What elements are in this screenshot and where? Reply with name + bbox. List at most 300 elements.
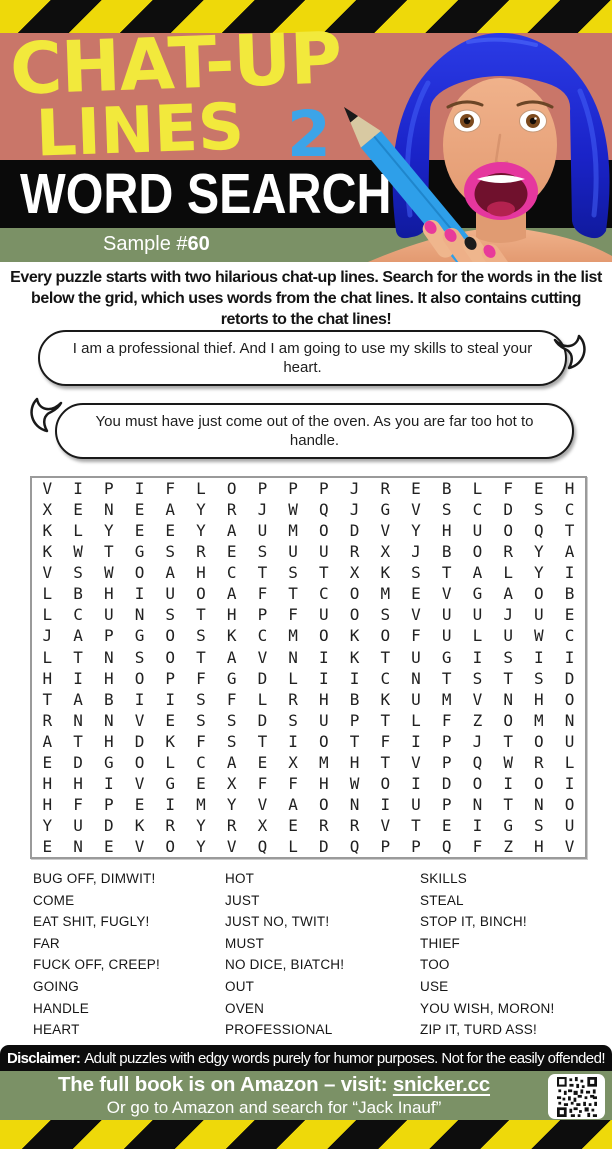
grid-cell: V	[564, 837, 575, 857]
disclaimer-label: Disclaimer:	[7, 1049, 81, 1067]
grid-cell: I	[503, 773, 513, 793]
grid-cell: C	[73, 605, 83, 625]
grid-cell: O	[472, 542, 483, 562]
grid-cell: O	[134, 563, 145, 583]
grid-cell: S	[288, 563, 298, 583]
word-list-item: ZIP IT, TURD ASS!	[420, 1022, 537, 1038]
grid-cell: U	[319, 710, 329, 730]
grid-cell: T	[441, 668, 452, 688]
chat-line-2-text: You must have just come out of the oven. As you are far too hot to handle.	[95, 413, 534, 449]
grid-row	[32, 668, 585, 689]
grid-cell: A	[472, 563, 483, 583]
grid-cell: R	[349, 816, 360, 836]
disclaimer-text: Adult puzzles with edgy words purely for humor purposes. Not for the easily offended!	[84, 1049, 605, 1067]
grid-cell: O	[534, 731, 544, 751]
grid-cell: A	[564, 542, 575, 562]
grid-row	[32, 689, 585, 710]
chat-line-bubble-2	[55, 403, 574, 459]
grid-cell: A	[226, 584, 237, 604]
grid-cell: N	[564, 710, 575, 730]
grid-cell: U	[441, 626, 452, 646]
grid-cell: K	[349, 626, 360, 646]
grid-cell: E	[226, 542, 237, 562]
grid-cell: A	[226, 752, 237, 772]
grid-cell: D	[103, 816, 114, 836]
grid-cell: D	[319, 837, 329, 857]
footer-line2: Or go to Amazon and search for “Jack Inauf”	[106, 1098, 442, 1117]
grid-cell: H	[534, 689, 544, 709]
grid-cell: F	[165, 479, 176, 499]
grid-row	[32, 604, 585, 625]
grid-cell: M	[380, 584, 391, 604]
grid-cell: X	[349, 563, 360, 583]
grid-cell: V	[441, 584, 452, 604]
word-list-item: NO DICE, BIATCH!	[225, 957, 345, 973]
grid-cell: N	[73, 710, 83, 730]
grid-cell: L	[564, 752, 575, 772]
grid-cell: F	[411, 626, 421, 646]
intro-text-before: Every puzzle starts with two hilarious chat-up lines. Search for the words in the list	[10, 269, 602, 286]
grid-cell: K	[42, 542, 53, 562]
grid-row	[32, 647, 585, 668]
word-list-item: EAT SHIT, FUGLY!	[33, 914, 150, 930]
word-list-item: JUST	[225, 892, 260, 908]
grid-cell: A	[42, 731, 53, 751]
grid-cell: P	[103, 626, 114, 646]
grid-cell: N	[411, 668, 421, 688]
grid-cell: Y	[103, 521, 114, 541]
grid-cell: C	[380, 668, 391, 688]
grid-cell: M	[288, 626, 298, 646]
grid-cell: I	[288, 731, 298, 751]
grid-cell: N	[349, 794, 360, 814]
grid-cell: L	[503, 563, 513, 583]
grid-cell: N	[472, 794, 483, 814]
grid-cell: O	[319, 794, 329, 814]
footer-link-snicker[interactable]: snicker.cc	[392, 1073, 491, 1096]
grid-cell: S	[165, 542, 176, 562]
grid-cell: O	[349, 584, 360, 604]
grid-cell: N	[103, 500, 114, 520]
grid-cell: V	[42, 479, 53, 499]
grid-cell: S	[380, 605, 391, 625]
grid-cell: I	[564, 773, 575, 793]
grid-cell: U	[319, 542, 329, 562]
grid-cell: G	[134, 542, 145, 562]
grid-cell: P	[349, 710, 360, 730]
grid-cell: I	[380, 794, 391, 814]
grid-cell: D	[134, 731, 145, 751]
grid-cell: E	[42, 837, 53, 857]
grid-cell: T	[380, 710, 391, 730]
grid-cell: E	[196, 773, 206, 793]
grid-cell: T	[73, 647, 83, 667]
grid-cell: E	[165, 710, 176, 730]
grid-cell: Y	[411, 521, 421, 541]
chat-line-bubble-1	[38, 330, 567, 386]
grid-cell: S	[73, 563, 83, 583]
grid-cell: N	[103, 647, 114, 667]
grid-cell: D	[349, 521, 360, 541]
grid-cell: T	[380, 752, 391, 772]
book-title-line1: CHAT-UP	[8, 16, 343, 111]
grid-cell: I	[103, 773, 114, 793]
grid-row	[32, 836, 585, 857]
grid-cell: D	[503, 500, 513, 520]
grid-cell: S	[134, 647, 145, 667]
grid-cell: B	[103, 689, 114, 709]
grid-cell: Q	[319, 500, 329, 520]
grid-cell: H	[103, 584, 114, 604]
grid-cell: M	[319, 752, 329, 772]
grid-cell: H	[534, 837, 544, 857]
grid-cell: B	[73, 584, 83, 604]
grid-cell: R	[534, 752, 544, 772]
sample-label-text: Sample #	[103, 233, 188, 255]
grid-cell: I	[411, 731, 421, 751]
grid-cell: L	[165, 752, 176, 772]
grid-cell: Q	[349, 837, 360, 857]
grid-cell: O	[134, 668, 145, 688]
grid-cell: E	[288, 816, 298, 836]
grid-cell: T	[196, 605, 206, 625]
grid-cell: J	[503, 605, 513, 625]
grid-cell: Q	[441, 837, 452, 857]
grid-cell: N	[534, 794, 544, 814]
grid-cell: P	[257, 479, 268, 499]
grid-cell: W	[288, 500, 298, 520]
footer-line1-text: The full book is on Amazon – visit:	[57, 1073, 393, 1096]
grid-cell: X	[226, 773, 237, 793]
grid-cell: X	[288, 752, 298, 772]
grid-cell: O	[534, 584, 544, 604]
grid-cell: Z	[472, 710, 483, 730]
grid-cell: P	[319, 479, 329, 499]
grid-cell: A	[165, 500, 176, 520]
grid-cell: F	[196, 668, 206, 688]
grid-cell: Y	[196, 816, 206, 836]
grid-cell: T	[257, 563, 268, 583]
grid-cell: R	[503, 542, 513, 562]
grid-cell: S	[226, 710, 237, 730]
grid-cell: F	[196, 731, 206, 751]
grid-cell: T	[349, 731, 360, 751]
grid-cell: L	[42, 647, 53, 667]
grid-cell: P	[103, 479, 114, 499]
grid-cell: V	[472, 689, 483, 709]
grid-cell: J	[472, 731, 483, 751]
word-list-item: YOU WISH, MORON!	[420, 1000, 555, 1016]
grid-cell: I	[73, 668, 83, 688]
word-list-item: BUG OFF, DIMWIT!	[33, 871, 156, 886]
grid-cell: H	[196, 563, 206, 583]
grid-cell: U	[564, 731, 575, 751]
word-list-item: GOING	[33, 978, 80, 994]
grid-cell: B	[441, 479, 452, 499]
grid-cell: J	[411, 542, 421, 562]
grid-cell: I	[349, 668, 360, 688]
grid-cell: S	[534, 816, 544, 836]
grid-cell: Y	[534, 563, 544, 583]
grid-cell: H	[42, 773, 53, 793]
grid-cell: I	[472, 816, 483, 836]
grid-cell: V	[134, 710, 145, 730]
grid-cell: I	[319, 647, 329, 667]
grid-cell: W	[534, 626, 544, 646]
grid-cell: U	[472, 605, 483, 625]
grid-cell: I	[564, 647, 575, 667]
grid-cell: L	[288, 837, 298, 857]
grid-cell: P	[441, 731, 452, 751]
word-list-item: JUST NO, TWIT!	[225, 914, 330, 930]
grid-cell: E	[103, 837, 114, 857]
grid-cell: G	[441, 647, 452, 667]
grid-cell: B	[349, 689, 360, 709]
grid-cell: I	[472, 647, 483, 667]
grid-row	[32, 710, 585, 731]
hazard-stripe-bottom	[0, 1120, 612, 1149]
grid-cell: H	[226, 605, 237, 625]
grid-cell: K	[42, 521, 53, 541]
grid-cell: J	[349, 500, 360, 520]
grid-cell: M	[441, 689, 452, 709]
grid-cell: V	[380, 816, 391, 836]
grid-cell: R	[165, 816, 176, 836]
grid-cell: S	[196, 689, 206, 709]
grid-cell: S	[196, 710, 206, 730]
grid-cell: H	[103, 731, 114, 751]
grid-row	[32, 478, 585, 499]
grid-cell: C	[564, 500, 575, 520]
grid-cell: V	[134, 773, 145, 793]
grid-cell: U	[73, 816, 83, 836]
grid-cell: S	[165, 605, 176, 625]
grid-cell: F	[226, 689, 237, 709]
grid-cell: F	[441, 710, 452, 730]
grid-cell: E	[441, 816, 452, 836]
grid-cell: Y	[42, 816, 53, 836]
grid-cell: S	[534, 668, 544, 688]
grid-cell: A	[73, 626, 83, 646]
word-list-item: FAR	[33, 935, 60, 951]
word-list-item: TOO	[420, 957, 450, 973]
book-title-line2: LINES	[34, 90, 246, 172]
word-list-item: STOP IT, BINCH!	[420, 914, 527, 930]
grid-cell: L	[472, 479, 483, 499]
grid-cell: O	[196, 584, 206, 604]
grid-cell: V	[411, 605, 421, 625]
grid-cell: F	[257, 584, 268, 604]
grid-cell: K	[349, 647, 360, 667]
grid-cell: R	[380, 479, 391, 499]
promo-photo-woman-with-pencil	[330, 33, 612, 262]
word-list-column	[225, 868, 344, 1041]
footer-text	[0, 1073, 548, 1118]
word-search-grid	[30, 476, 587, 859]
grid-cell: E	[564, 605, 575, 625]
word-list-item: PROFESSIONAL	[225, 1022, 333, 1038]
grid-cell: L	[42, 605, 53, 625]
grid-cell: A	[226, 521, 237, 541]
grid-cell: Y	[196, 837, 206, 857]
grid-cell: U	[564, 816, 575, 836]
grid-row	[32, 752, 585, 773]
grid-cell: S	[503, 647, 513, 667]
word-list-item: THIEF	[420, 935, 460, 951]
grid-cell: V	[257, 647, 268, 667]
grid-row	[32, 520, 585, 541]
grid-cell: Y	[226, 794, 237, 814]
word-list-item: FUCK OFF, CREEP!	[33, 957, 160, 973]
sample-label	[103, 228, 210, 262]
word-list-item: OUT	[225, 978, 255, 994]
grid-cell: X	[257, 816, 268, 836]
grid-cell: H	[564, 479, 575, 499]
grid-cell: O	[226, 479, 237, 499]
grid-cell: P	[441, 794, 452, 814]
grid-cell: D	[441, 773, 452, 793]
grid-cell: U	[288, 542, 298, 562]
grid-cell: O	[534, 773, 544, 793]
grid-cell: I	[134, 689, 145, 709]
word-list-item: OVEN	[225, 1000, 265, 1016]
grid-cell: V	[226, 837, 237, 857]
grid-cell: H	[42, 668, 53, 688]
grid-cell: W	[349, 773, 360, 793]
grid-cell: O	[165, 626, 176, 646]
grid-cell: F	[73, 794, 83, 814]
grid-cell: S	[441, 500, 452, 520]
grid-cell: G	[165, 773, 176, 793]
grid-cell: U	[441, 605, 452, 625]
grid-cell: I	[165, 794, 176, 814]
grid-cell: T	[42, 689, 53, 709]
grid-cell: K	[380, 563, 391, 583]
grid-cell: H	[319, 773, 329, 793]
grid-cell: K	[380, 689, 391, 709]
grid-cell: I	[411, 773, 421, 793]
grid-cell: S	[257, 542, 268, 562]
grid-cell: E	[42, 752, 53, 772]
grid-cell: E	[134, 500, 145, 520]
grid-cell: L	[257, 689, 268, 709]
grid-cell: P	[411, 837, 421, 857]
grid-cell: L	[472, 626, 483, 646]
sample-number: 60	[187, 233, 210, 255]
grid-cell: E	[134, 521, 145, 541]
grid-cell: K	[165, 731, 176, 751]
grid-cell: C	[472, 500, 483, 520]
grid-cell: G	[380, 500, 391, 520]
grid-cell: E	[165, 521, 176, 541]
grid-cell: U	[411, 689, 421, 709]
grid-cell: J	[42, 626, 53, 646]
grid-cell: E	[134, 794, 145, 814]
grid-cell: F	[380, 731, 391, 751]
grid-cell: O	[564, 689, 575, 709]
word-list-item: SKILLS	[420, 871, 467, 886]
grid-cell: B	[564, 584, 575, 604]
grid-cell: A	[165, 563, 176, 583]
chat-line-1-text: I am a professional thief. And I am going to use my skills to steal your heart.	[72, 340, 533, 376]
grid-cell: Y	[196, 521, 206, 541]
grid-cell: H	[349, 752, 360, 772]
grid-cell: Q	[472, 752, 483, 772]
grid-cell: D	[257, 668, 268, 688]
grid-cell: A	[73, 689, 83, 709]
grid-cell: L	[411, 710, 421, 730]
grid-cell: O	[503, 710, 513, 730]
grid-cell: R	[226, 816, 237, 836]
grid-cell: K	[226, 626, 237, 646]
grid-cell: U	[257, 521, 268, 541]
grid-cell: P	[380, 837, 391, 857]
grid-cell: Q	[257, 837, 268, 857]
grid-cell: G	[472, 584, 483, 604]
grid-cell: T	[257, 731, 268, 751]
grid-cell: H	[319, 689, 329, 709]
grid-row	[32, 562, 585, 583]
grid-cell: O	[564, 794, 575, 814]
grid-cell: O	[165, 647, 176, 667]
bubble-tail-left	[27, 397, 63, 439]
grid-cell: U	[319, 605, 329, 625]
grid-cell: U	[411, 794, 421, 814]
grid-cell: E	[411, 479, 421, 499]
grid-cell: O	[165, 837, 176, 857]
grid-cell: N	[73, 837, 83, 857]
book-title-number: 2	[287, 98, 331, 171]
grid-row	[32, 499, 585, 520]
grid-cell: P	[441, 752, 452, 772]
grid-cell: P	[288, 479, 298, 499]
grid-cell: A	[288, 794, 298, 814]
grid-cell: S	[472, 668, 483, 688]
grid-cell: A	[503, 584, 513, 604]
grid-cell: D	[564, 668, 575, 688]
grid-cell: L	[42, 584, 53, 604]
grid-cell: C	[564, 626, 575, 646]
word-list	[0, 868, 612, 1044]
grid-cell: O	[380, 626, 391, 646]
grid-cell: T	[411, 816, 421, 836]
grid-cell: F	[503, 479, 513, 499]
grid-cell: U	[165, 584, 176, 604]
intro-text	[6, 267, 606, 330]
grid-cell: X	[42, 500, 53, 520]
grid-cell: I	[319, 668, 329, 688]
grid-cell: V	[380, 521, 391, 541]
grid-cell: M	[534, 710, 544, 730]
grid-cell: S	[534, 500, 544, 520]
grid-cell: M	[288, 521, 298, 541]
grid-cell: B	[441, 542, 452, 562]
word-list-item: STEAL	[420, 892, 464, 908]
grid-cell: T	[441, 563, 452, 583]
grid-row	[32, 731, 585, 752]
word-list-item: HOT	[225, 871, 255, 886]
grid-cell: E	[73, 500, 83, 520]
grid-cell: R	[196, 542, 206, 562]
grid-cell: F	[288, 605, 298, 625]
word-list-item: USE	[420, 978, 449, 994]
grid-cell: H	[42, 794, 53, 814]
word-list-item: MUST	[225, 935, 265, 951]
intro-text-bold: below the grid	[31, 290, 134, 307]
grid-cell: O	[319, 626, 329, 646]
grid-cell: I	[564, 563, 575, 583]
grid-cell: R	[319, 816, 329, 836]
